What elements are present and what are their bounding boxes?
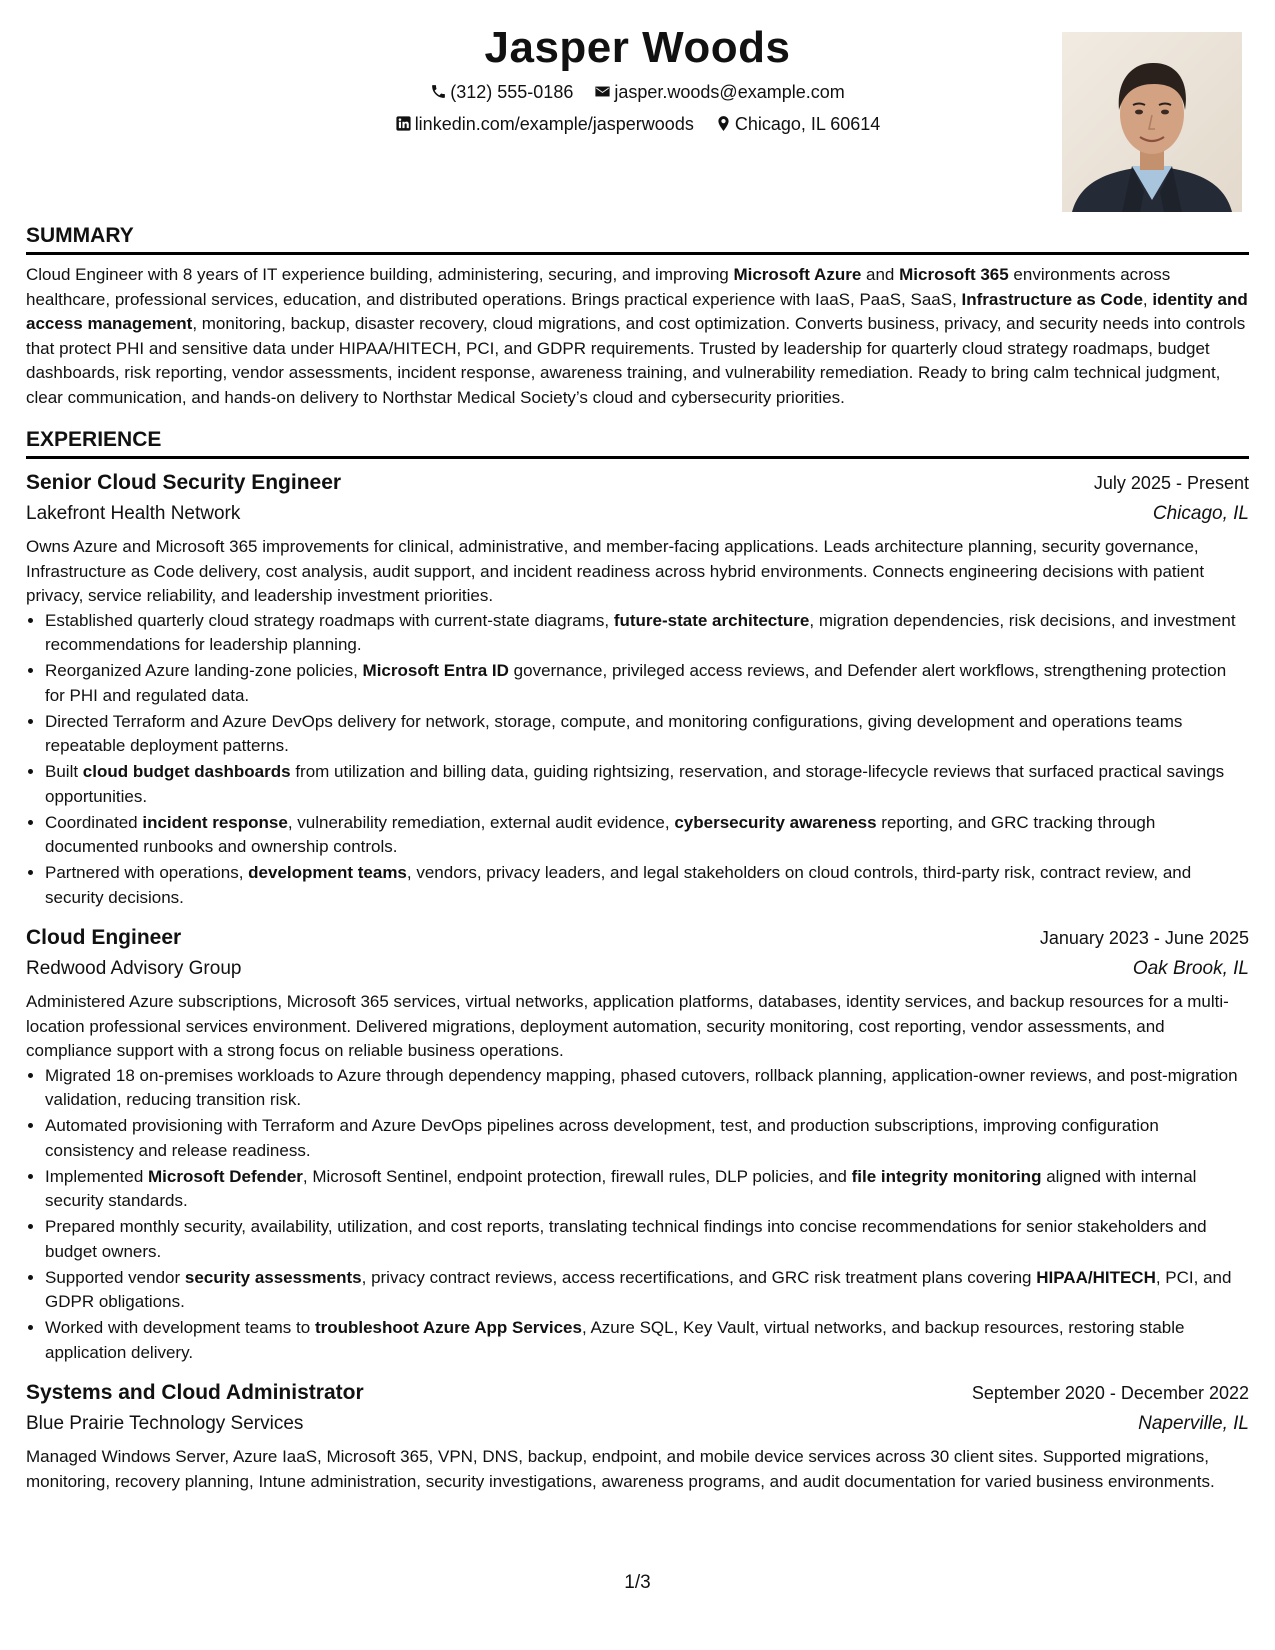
job-description: Owns Azure and Microsoft 365 improvements for clinical, administrative, and member-facing applications. Leads architecture planning, security governance, Infrastructure as Code delivery, cost analysis, audit support, and incident readiness across hybrid environments. Connects engineering decisions with patient privacy, service reliability, and leadership investment priorities.	[26, 537, 1205, 605]
experience-section	[26, 426, 1249, 1494]
bullet-item: • Coordinated incident response, vulnerability remediation, external audit evidence, cybersecurity awareness reporting, and GRC tracking through documented runbooks and ownership controls.	[45, 811, 1249, 860]
job-dates: July 2025 - Present	[1093, 473, 1249, 493]
job-dates: September 2020 - December 2022	[971, 1383, 1249, 1403]
summary-text-part: and	[861, 265, 900, 284]
email-text: jasper.woods@example.com	[614, 82, 845, 102]
linkedin-text: linkedin.com/example/jasperwoods	[414, 114, 694, 134]
section-title-summary: SUMMARY	[26, 222, 1249, 255]
map-pin-icon	[715, 115, 732, 132]
job-title: Cloud Engineer	[26, 926, 182, 949]
summary-highlight: Infrastructure as Code	[961, 289, 1143, 309]
contact-email[interactable]	[594, 80, 844, 104]
bullet-item: • Prepared monthly security, availability, utilization, and cost reports, translating technical findings into concise recommendations for senior stakeholders and budget owners.	[45, 1215, 1249, 1264]
location-text: Chicago, IL 60614	[734, 114, 881, 134]
contact-location	[715, 112, 880, 136]
job-bullets	[26, 1064, 1249, 1366]
job-entry	[26, 922, 1249, 1365]
summary-highlight: Microsoft Azure	[733, 265, 862, 284]
bullet-item: • Partnered with operations, development teams, vendors, privacy leaders, and legal stakeholders on cloud controls, third-party risk, contract review, and security decisions.	[45, 861, 1249, 910]
bullet-item: • Automated provisioning with Terraform and Azure DevOps pipelines across development, test, and production subscriptions, improving configuration consistency and release readiness.	[45, 1114, 1249, 1163]
candidate-name: Jasper Woods	[484, 23, 791, 72]
job-location: Oak Brook, IL	[1132, 958, 1249, 979]
summary-text-part: environments across healthcare, professional services, education, and distributed operations. Brings practical experience with IaaS, PaaS, SaaS,	[26, 265, 1171, 309]
bullet-item: • Migrated 18 on-premises workloads to Azure through dependency mapping, phased cutovers, rollback planning, application-owner reviews, and post-migration validation, reducing transition risk.	[45, 1064, 1249, 1113]
job-company: Lakefront Health Network	[26, 503, 241, 524]
linkedin-icon	[395, 115, 412, 132]
job-dates: January 2023 - June 2025	[1039, 928, 1249, 948]
summary-text-part: , monitoring, backup, disaster recovery, cloud migrations, and cost optimization. Converts business, privacy, and security needs into controls that protect PHI and sensitive data under HIPAA/HITECH, PCI, and GDPR requirements. Trusted by leadership for quarterly cloud strategy roadmaps, budget dashboards, risk reporting, vendor assessments, incident response, awareness training, and vulnerability remediation. Ready to bring calm technical judgment, clear communication, and hands-on delivery to Northstar Medical Society’s cloud and cybersecurity priorities.	[26, 314, 1246, 407]
job-bullets	[26, 609, 1249, 911]
bullet-item: • Worked with development teams to troubleshoot Azure App Services, Azure SQL, Key Vault, virtual networks, and backup resources, restoring stable application delivery.	[45, 1316, 1249, 1365]
phone-text: (312) 555-0186	[450, 82, 574, 102]
job-location: Naperville, IL	[1138, 1413, 1249, 1434]
summary-highlight: Microsoft 365	[899, 265, 1009, 284]
job-company: Redwood Advisory Group	[26, 958, 242, 979]
phone-icon	[430, 83, 447, 100]
job-title: Systems and Cloud Administrator	[26, 1381, 364, 1404]
resume-header	[0, 0, 1275, 220]
job-description: Administered Azure subscriptions, Microsoft 365 services, virtual networks, application platforms, databases, identity services, and backup resources for a multi-location professional services environment. Delivered migrations, deployment automation, security monitoring, cost reporting, vendor assessments, and compliance support with a strong focus on reliable business operations.	[26, 992, 1229, 1060]
job-entry	[26, 467, 1249, 910]
envelope-icon	[594, 83, 611, 100]
bullet-item: • Supported vendor security assessments, privacy contract reviews, access recertifications, and GRC risk treatment plans covering HIPAA/HITECH, PCI, and GDPR obligations.	[45, 1266, 1249, 1315]
summary-text-part: Cloud Engineer with 8 years of IT experience building, administering, securing, and improving	[26, 265, 734, 284]
summary-highlight: identity and access management	[26, 289, 1248, 333]
bullet-item: • Built cloud budget dashboards from utilization and billing data, guiding rightsizing, reservation, and storage-lifecycle reviews that surfaced practical savings opportunities.	[45, 760, 1249, 809]
page-number: 1/3	[624, 1572, 651, 1593]
job-company: Blue Prairie Technology Services	[26, 1413, 304, 1434]
resume-content	[26, 222, 1249, 1506]
bullet-item: • Directed Terraform and Azure DevOps delivery for network, storage, compute, and monitoring configurations, giving development and operations teams repeatable deployment patterns.	[45, 710, 1249, 759]
profile-photo	[1062, 32, 1242, 212]
section-title-experience: EXPERIENCE	[26, 426, 1249, 459]
contact-phone	[430, 80, 573, 104]
job-title: Senior Cloud Security Engineer	[26, 471, 342, 494]
summary-section	[26, 222, 1249, 410]
summary-text	[26, 263, 1249, 410]
bullet-item: • Established quarterly cloud strategy roadmaps with current-state diagrams, future-state architecture, migration dependencies, risk decisions, and investment recommendations for leadership planning.	[45, 609, 1249, 658]
summary-text-part: ,	[1142, 289, 1153, 309]
job-location: Chicago, IL	[1152, 503, 1249, 524]
job-description: Managed Windows Server, Azure IaaS, Microsoft 365, VPN, DNS, backup, endpoint, and mobile device services across 30 client sites. Supported migrations, monitoring, recovery planning, Intune administration, security investigations, awareness programs, and audit documentation for varied business environments.	[26, 1447, 1215, 1491]
contact-linkedin[interactable]	[395, 112, 694, 136]
bullet-item: • Implemented Microsoft Defender, Microsoft Sentinel, endpoint protection, firewall rules, DLP policies, and file integrity monitoring aligned with internal security standards.	[45, 1165, 1249, 1214]
job-entry	[26, 1377, 1249, 1494]
portrait-image	[1062, 32, 1242, 212]
bullet-item: • Reorganized Azure landing-zone policies, Microsoft Entra ID governance, privileged access reviews, and Defender alert workflows, strengthening protection for PHI and regulated data.	[45, 659, 1249, 708]
